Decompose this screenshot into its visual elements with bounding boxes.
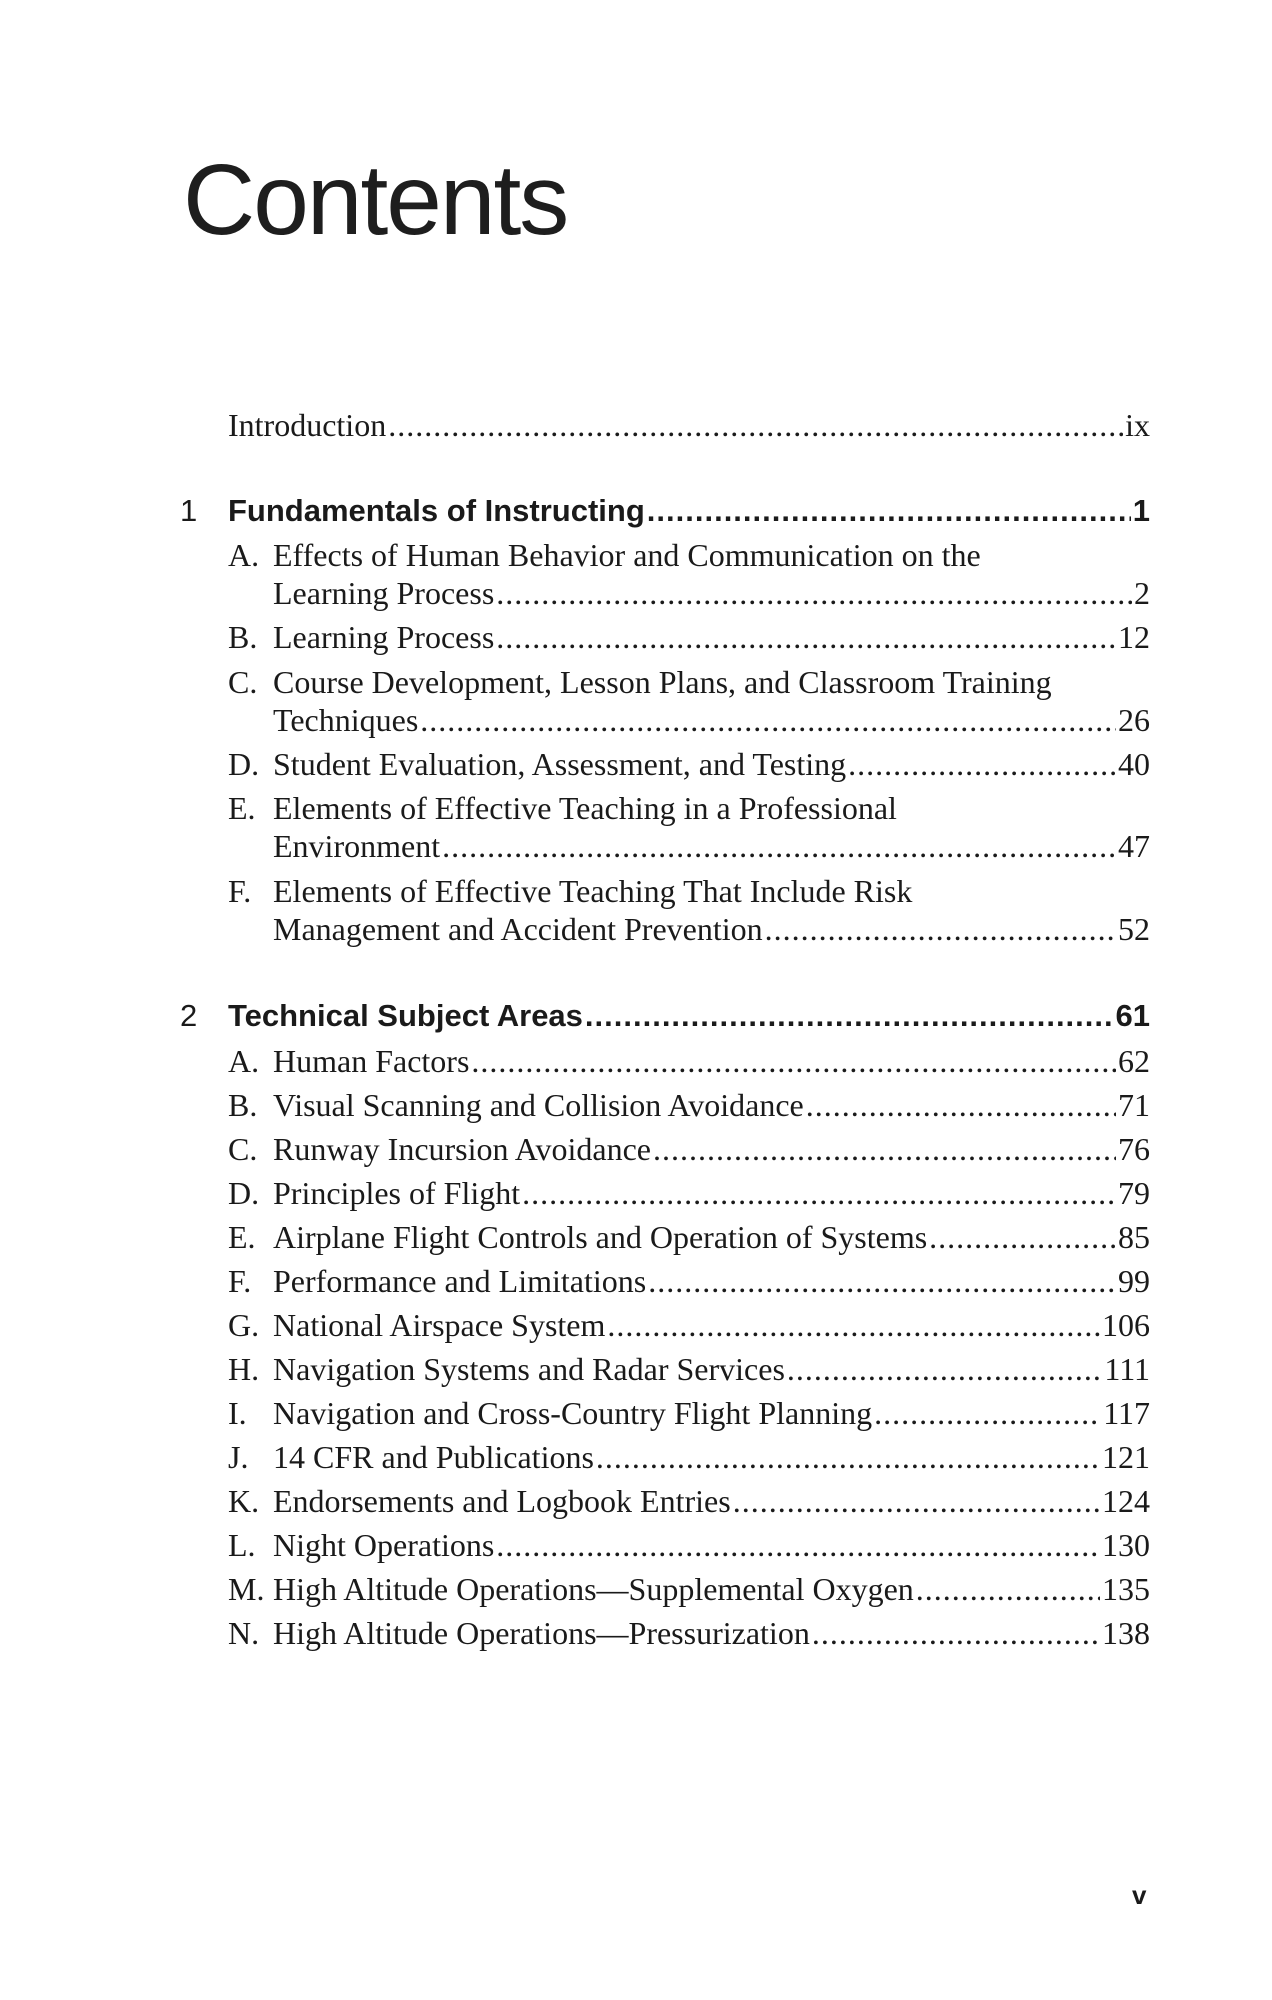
section-title: Elements of Effective Teaching in a Professional [273, 790, 897, 826]
dot-leader [806, 1086, 1116, 1124]
dot-leader [522, 1174, 1116, 1212]
toc-page-number: 12 [1118, 619, 1150, 655]
toc-page-number: 61 [1115, 998, 1150, 1033]
toc-section-2l[interactable] [228, 1526, 1150, 1564]
section-title: Night Operations [273, 1527, 495, 1563]
toc-page-number: 1 [1132, 493, 1150, 528]
dot-leader [496, 574, 1132, 612]
toc-page-number: 121 [1102, 1439, 1150, 1475]
toc-section-2n[interactable] [228, 1614, 1150, 1652]
toc-section-2d[interactable] [228, 1174, 1150, 1212]
dot-leader [733, 1482, 1100, 1520]
section-title: Human Factors [273, 1043, 470, 1079]
toc-section-1a[interactable] [228, 536, 1150, 574]
toc-section-1c-continued[interactable] [228, 701, 1150, 739]
section-letter: G. [228, 1307, 260, 1343]
toc-page-number: 111 [1104, 1351, 1150, 1387]
toc-section-2e[interactable] [228, 1218, 1150, 1256]
toc-page-number: 71 [1118, 1087, 1150, 1123]
section-title: High Altitude Operations—Supplemental Oxygen [273, 1571, 914, 1607]
toc-section-1e-continued[interactable] [228, 827, 1150, 865]
section-letter: C. [228, 1131, 258, 1167]
dot-leader [874, 1394, 1101, 1432]
toc-page-number: 79 [1118, 1175, 1150, 1211]
section-title: Navigation and Cross-Country Flight Planning [273, 1395, 873, 1431]
toc-page-number: 99 [1118, 1263, 1150, 1299]
section-letter: F. [228, 1263, 252, 1299]
dot-leader [420, 701, 1116, 739]
section-letter: H. [228, 1351, 260, 1387]
dot-leader [388, 406, 1123, 444]
dot-leader [929, 1218, 1116, 1256]
toc-section-2k[interactable] [228, 1482, 1150, 1520]
toc-page-number: 124 [1102, 1483, 1150, 1519]
section-letter: L. [228, 1527, 256, 1563]
toc-chapter-1[interactable] [180, 492, 1150, 530]
section-letter: F. [228, 873, 252, 909]
section-title: Airplane Flight Controls and Operation of Systems [273, 1219, 928, 1255]
section-title: Techniques [273, 702, 419, 738]
section-title: Elements of Effective Teaching That Include Risk [273, 873, 913, 909]
toc-page-number: 117 [1103, 1395, 1150, 1431]
toc-section-2j[interactable] [228, 1438, 1150, 1476]
section-title: Effects of Human Behavior and Communication on the [273, 537, 981, 573]
toc-section-2c[interactable] [228, 1130, 1150, 1168]
section-title: Visual Scanning and Collision Avoidance [273, 1087, 804, 1123]
toc-section-1c[interactable] [228, 663, 1150, 701]
toc-page-number: 47 [1118, 828, 1150, 864]
section-letter: M. [228, 1571, 265, 1607]
toc-chapter-2[interactable] [180, 997, 1150, 1035]
dot-leader [471, 1042, 1116, 1080]
dot-leader [496, 618, 1116, 656]
dot-leader [596, 1438, 1100, 1476]
section-title: Endorsements and Logbook Entries [273, 1483, 731, 1519]
toc-page-number: 135 [1102, 1571, 1150, 1607]
toc-page-number: 40 [1118, 746, 1150, 782]
toc-entry-title: Introduction [228, 407, 387, 443]
toc-section-2b[interactable] [228, 1086, 1150, 1124]
dot-leader [653, 1130, 1116, 1168]
section-letter: D. [228, 1175, 260, 1211]
toc-section-2a[interactable] [228, 1042, 1150, 1080]
toc-section-1f-continued[interactable] [228, 910, 1150, 948]
toc-section-2i[interactable] [228, 1394, 1150, 1432]
section-title: Performance and Limitations [273, 1263, 647, 1299]
dot-leader [496, 1526, 1100, 1564]
section-title: High Altitude Operations—Pressurization [273, 1615, 810, 1651]
chapter-title: Technical Subject Areas [228, 998, 583, 1033]
chapter-title: Fundamentals of Instructing [228, 493, 645, 528]
toc-section-1e[interactable] [228, 789, 1150, 827]
toc-section-2m[interactable] [228, 1570, 1150, 1608]
section-letter: B. [228, 619, 258, 655]
toc-section-2g[interactable] [228, 1306, 1150, 1344]
section-title: Learning Process [273, 619, 495, 655]
section-title: Student Evaluation, Assessment, and Testing [273, 746, 847, 782]
dot-leader [648, 1262, 1116, 1300]
dot-leader [848, 745, 1116, 783]
chapter-number: 1 [180, 493, 198, 528]
toc-page-number: 62 [1118, 1043, 1150, 1079]
toc-section-2h[interactable] [228, 1350, 1150, 1388]
dot-leader [765, 910, 1116, 948]
toc-page-number: 52 [1118, 911, 1150, 947]
toc-page-number: ix [1125, 407, 1150, 443]
toc-page-number: 130 [1102, 1527, 1150, 1563]
toc-section-1b[interactable] [228, 618, 1150, 656]
dot-leader [442, 827, 1116, 865]
dot-leader [607, 1306, 1100, 1344]
toc-section-2f[interactable] [228, 1262, 1150, 1300]
toc-section-1f[interactable] [228, 872, 1150, 910]
toc-page-number: 76 [1118, 1131, 1150, 1167]
section-letter: N. [228, 1615, 260, 1651]
section-title: Course Development, Lesson Plans, and Classroom Training [273, 664, 1052, 700]
toc-section-1a-continued[interactable] [228, 574, 1150, 612]
dot-leader [585, 997, 1114, 1035]
dot-leader [916, 1570, 1100, 1608]
toc-page-number: 85 [1118, 1219, 1150, 1255]
section-title: 14 CFR and Publications [273, 1439, 594, 1475]
section-letter: I. [228, 1395, 247, 1431]
section-title: Management and Accident Prevention [273, 911, 763, 947]
section-letter: E. [228, 1219, 256, 1255]
toc-page-number: 2 [1134, 575, 1150, 611]
toc-page-number: 106 [1102, 1307, 1150, 1343]
toc-page-number: 26 [1118, 702, 1150, 738]
section-letter: E. [228, 790, 256, 826]
section-letter: A. [228, 537, 260, 573]
section-title: National Airspace System [273, 1307, 606, 1343]
toc-section-1d[interactable] [228, 745, 1150, 783]
section-letter: B. [228, 1087, 258, 1123]
dot-leader [787, 1350, 1102, 1388]
section-letter: A. [228, 1043, 260, 1079]
section-title: Runway Incursion Avoidance [273, 1131, 651, 1167]
chapter-number: 2 [180, 998, 198, 1033]
section-title: Environment [273, 828, 441, 864]
page-title: Contents [183, 144, 568, 256]
section-title: Learning Process [273, 575, 495, 611]
page-folio: v [1132, 1880, 1147, 1910]
section-title: Principles of Flight [273, 1175, 521, 1211]
toc-entry-introduction[interactable] [228, 406, 1150, 444]
section-letter: K. [228, 1483, 260, 1519]
section-letter: D. [228, 746, 260, 782]
section-letter: J. [228, 1439, 249, 1475]
toc-page-number: 138 [1102, 1615, 1150, 1651]
section-title: Navigation Systems and Radar Services [273, 1351, 785, 1387]
dot-leader [812, 1614, 1100, 1652]
dot-leader [647, 492, 1131, 530]
section-letter: C. [228, 664, 258, 700]
